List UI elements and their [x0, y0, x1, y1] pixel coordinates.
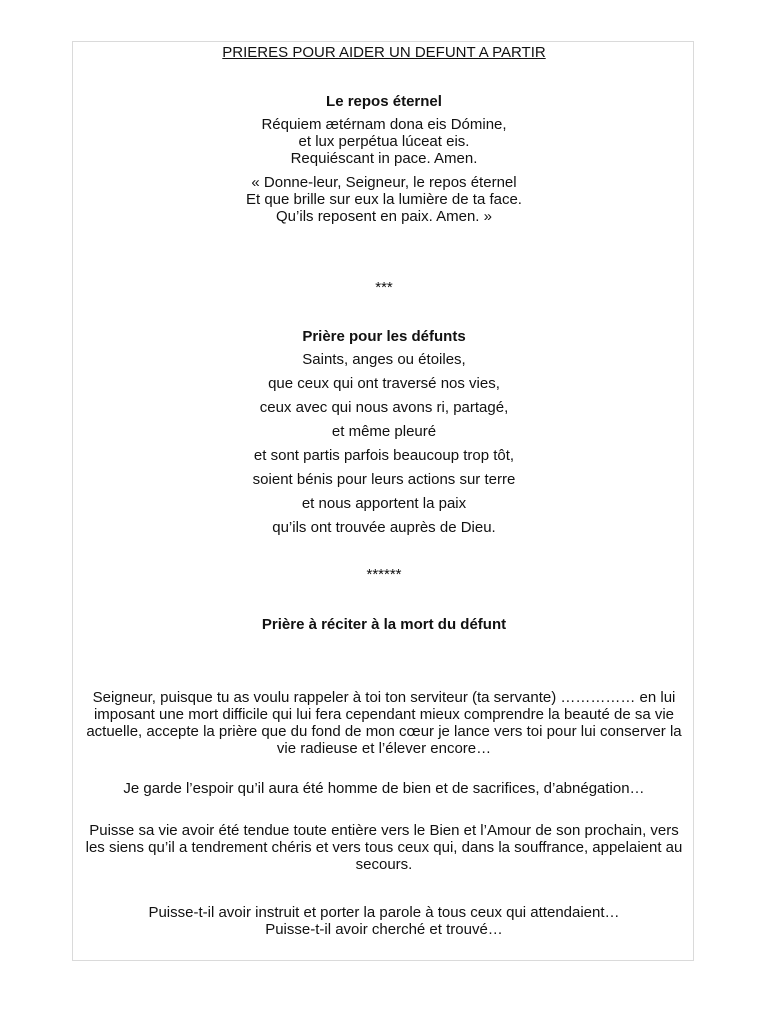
poem-line: et sont partis parfois beaucoup trop tôt,: [253, 447, 515, 464]
french-prayer-line: « Donne-leur, Seigneur, le repos éternel: [251, 174, 517, 191]
prayer-paragraph: [75, 689, 693, 757]
section-heading-mort-defunt: Prière à réciter à la mort du défunt: [261, 616, 507, 633]
latin-prayer: [73, 116, 695, 167]
prayer-paragraph: [75, 822, 693, 873]
latin-prayer-line: Requiéscant in pace. Amen.: [290, 150, 478, 167]
french-prayer: [73, 174, 695, 225]
poem-line: soient bénis pour leurs actions sur terre: [252, 471, 516, 488]
poem-line: qu’ils ont trouvée auprès de Dieu.: [272, 519, 496, 536]
paragraph-line: imposant une mort difficile qui lui fera cependant mieux comprendre la beauté de sa vie: [93, 706, 675, 723]
paragraph-line: actuelle, accepte la prière que du fond de mon cœur je lance vers toi pour lui conserver la: [86, 723, 682, 740]
section-separator: ***: [375, 279, 393, 296]
paragraph-line: vie radieuse et l’élever encore…: [276, 740, 492, 757]
prayer-paragraph: [75, 904, 693, 938]
french-prayer-line: Et que brille sur eux la lumière de ta face.: [246, 191, 522, 208]
poem-line: Saints, anges ou étoiles,: [302, 351, 466, 368]
section-heading-priere-defunts: Prière pour les défunts: [302, 328, 466, 345]
poem-stanza: [73, 348, 695, 540]
poem-line: que ceux qui ont traversé nos vies,: [268, 375, 500, 392]
section-heading-repos-eternel: Le repos éternel: [326, 93, 442, 110]
poem-line: ceux avec qui nous avons ri, partagé,: [259, 399, 509, 416]
section-separator: ******: [366, 566, 402, 583]
latin-prayer-line: et lux perpétua lúceat eis.: [298, 133, 470, 150]
paragraph-line: Puisse-t-il avoir instruit et porter la parole à tous ceux qui attendaient…: [148, 904, 620, 921]
document-page: [72, 41, 694, 961]
poem-line: et nous apportent la paix: [301, 495, 467, 512]
paragraph-line: Puisse-t-il avoir cherché et trouvé…: [265, 921, 503, 938]
paragraph-line: Seigneur, puisque tu as voulu rappeler à toi ton serviteur (ta servante) …………… en lui: [92, 689, 676, 706]
poem-line: et même pleuré: [331, 423, 437, 440]
latin-prayer-line: Réquiem ætérnam dona eis Dómine,: [261, 116, 507, 133]
french-prayer-line: Qu’ils reposent en paix. Amen. »: [276, 208, 492, 225]
paragraph-line: Puisse sa vie avoir été tendue toute entière vers le Bien et l’Amour de son prochain, vers: [89, 822, 679, 839]
paragraph-line: secours.: [355, 856, 413, 873]
prayer-paragraph: [75, 780, 693, 797]
paragraph-line: Je garde l’espoir qu’il aura été homme de bien et de sacrifices, d’abnégation…: [123, 780, 645, 797]
document-title: PRIERES POUR AIDER UN DEFUNT A PARTIR: [222, 44, 546, 61]
paragraph-line: les siens qu’il a tendrement chéris et vers tous ceux qui, dans la souffrance, appelaient au: [85, 839, 683, 856]
